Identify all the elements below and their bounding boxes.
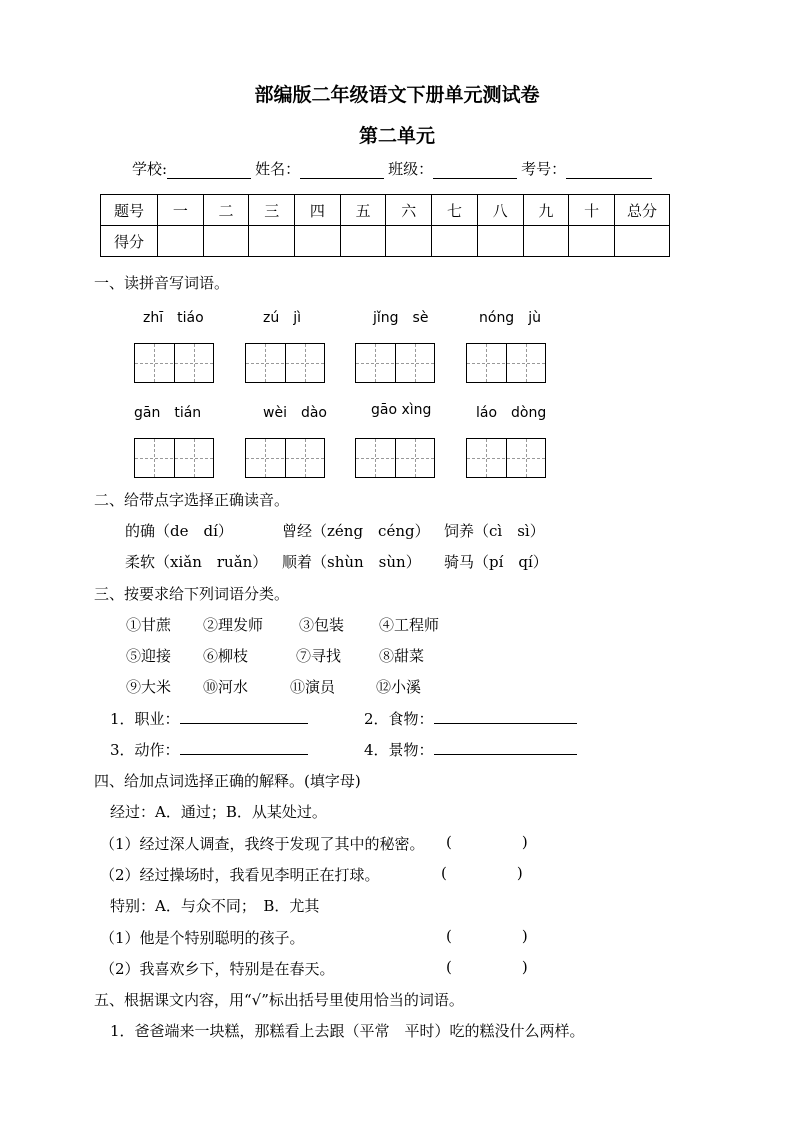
word-item: ③包装 — [299, 616, 345, 634]
pinyin-label: gān tián — [134, 405, 202, 421]
section-4-title: 四、给加点词选择正确的解释。(填字母) — [94, 772, 361, 790]
category-label: 3．动作： — [110, 741, 180, 759]
score-table-cell: 二 — [203, 195, 249, 226]
word-item: ②理发师 — [203, 616, 264, 634]
question-text: （1）他是个特别聪明的孩子。 — [100, 929, 305, 947]
category-answer-blank[interactable] — [180, 740, 308, 755]
score-table-cell: 六 — [386, 195, 432, 226]
score-table-cell: 四 — [295, 195, 341, 226]
school-blank[interactable] — [167, 162, 251, 179]
section-5-title: 五、根据课文内容，用“√”标出括号里使用恰当的词语。 — [94, 991, 464, 1009]
category-answer-blank[interactable] — [434, 740, 577, 755]
category-row — [110, 708, 308, 729]
score-table — [100, 194, 670, 257]
score-input-cell[interactable] — [295, 226, 341, 257]
section-3-title: 三、按要求给下列词语分类。 — [94, 585, 290, 603]
word-item: ⑥柳枝 — [203, 647, 249, 665]
word-item: ⑧甜菜 — [379, 647, 425, 665]
number-label: 考号： — [521, 160, 567, 178]
word-item: ⑦寻找 — [296, 647, 342, 665]
score-input-cell[interactable] — [340, 226, 386, 257]
score-input-cell[interactable] — [432, 226, 478, 257]
score-input-cell[interactable] — [158, 226, 204, 257]
category-answer-blank[interactable] — [180, 709, 308, 724]
score-input-cell[interactable] — [386, 226, 432, 257]
name-blank[interactable] — [300, 162, 384, 179]
number-blank[interactable] — [566, 162, 652, 179]
answer-parentheses[interactable]: ( ) — [446, 833, 528, 851]
definition-line: 特别：A．与众不同； B．尤其 — [110, 897, 320, 915]
word-item: ⑫小溪 — [376, 678, 422, 696]
word-item: ④工程师 — [379, 616, 440, 634]
score-input-cell[interactable] — [477, 226, 523, 257]
score-table-cell: 八 — [477, 195, 523, 226]
score-input-cell[interactable] — [249, 226, 295, 257]
word-item: ⑨大米 — [126, 678, 172, 696]
category-label: 4．景物： — [364, 741, 434, 759]
writing-grid[interactable] — [355, 343, 435, 383]
word-item: ⑪演员 — [290, 678, 336, 696]
answer-parentheses[interactable]: ( ) — [446, 927, 528, 945]
score-table-cell: 一 — [158, 195, 204, 226]
writing-grid[interactable] — [355, 438, 435, 478]
pronunciation-item[interactable]: 顺着（shùn sùn） — [282, 553, 421, 571]
score-table-cell: 总分 — [615, 195, 670, 226]
pinyin-label: zú jì — [263, 310, 302, 326]
score-table-cell: 题号 — [101, 195, 158, 226]
score-input-cell[interactable] — [203, 226, 249, 257]
category-label: 2．食物： — [364, 710, 434, 728]
score-table-cell: 得分 — [101, 226, 158, 257]
pinyin-label: gāo xìng — [371, 402, 432, 418]
score-table-header-row — [101, 195, 670, 226]
score-input-cell[interactable] — [615, 226, 670, 257]
score-table-cell: 三 — [249, 195, 295, 226]
word-item: ①甘蔗 — [126, 616, 172, 634]
class-label: 班级： — [388, 160, 434, 178]
answer-parentheses[interactable]: ( ) — [441, 864, 523, 882]
writing-grid[interactable] — [134, 438, 214, 478]
pinyin-label: jǐng sè — [373, 310, 429, 326]
word-item: ⑤迎接 — [126, 647, 172, 665]
writing-grid[interactable] — [466, 343, 546, 383]
score-table-cell: 十 — [569, 195, 615, 226]
score-input-cell[interactable] — [569, 226, 615, 257]
section-2-title: 二、给带点字选择正确读音。 — [94, 491, 290, 509]
writing-grid[interactable] — [245, 438, 325, 478]
category-label: 1．职业： — [110, 710, 180, 728]
question-text: （2）我喜欢乡下，特别是在春天。 — [100, 960, 335, 978]
pinyin-label: zhī tiáo — [143, 310, 204, 326]
definition-line: 经过：A．通过；B．从某处过。 — [110, 803, 327, 821]
score-input-cell[interactable] — [523, 226, 569, 257]
writing-grid[interactable] — [466, 438, 546, 478]
pinyin-label: nóng jù — [479, 310, 541, 326]
score-table-score-row — [101, 226, 670, 257]
pinyin-label: wèi dào — [263, 405, 327, 421]
category-row — [364, 708, 577, 729]
category-answer-blank[interactable] — [434, 709, 577, 724]
category-row — [110, 739, 308, 760]
pronunciation-item[interactable]: 骑马（pí qí） — [444, 553, 548, 571]
pronunciation-item[interactable]: 柔软（xiǎn ruǎn） — [125, 553, 268, 571]
pronunciation-item[interactable]: 曾经（zéng céng） — [282, 522, 430, 540]
word-item: ⑩河水 — [203, 678, 249, 696]
score-table-cell: 七 — [432, 195, 478, 226]
answer-parentheses[interactable]: ( ) — [446, 958, 528, 976]
question-text: （2）经过操场时，我看见李明正在打球。 — [100, 866, 380, 884]
category-row — [364, 739, 577, 760]
student-info-row — [132, 158, 656, 179]
writing-grid[interactable] — [134, 343, 214, 383]
question-text[interactable]: 1．爸爸端来一块糕，那糕看上去跟（平常 平时）吃的糕没什么两样。 — [110, 1022, 585, 1040]
question-text: （1）经过深人调查，我终于发现了其中的秘密。 — [100, 835, 425, 853]
class-blank[interactable] — [433, 162, 517, 179]
school-label: 学校: — [132, 160, 168, 178]
score-table-cell: 五 — [340, 195, 386, 226]
pronunciation-item[interactable]: 饲养（cì sì） — [444, 522, 545, 540]
name-label: 姓名： — [255, 160, 301, 178]
pronunciation-item[interactable]: 的确（de dí） — [125, 522, 233, 540]
score-table-cell: 九 — [523, 195, 569, 226]
pinyin-label: láo dòng — [476, 405, 547, 421]
page-title: 部编版二年级语文下册单元测试卷 — [254, 84, 540, 106]
page-subtitle: 第二单元 — [358, 125, 435, 147]
writing-grid[interactable] — [245, 343, 325, 383]
section-1-title: 一、读拼音写词语。 — [94, 274, 230, 292]
